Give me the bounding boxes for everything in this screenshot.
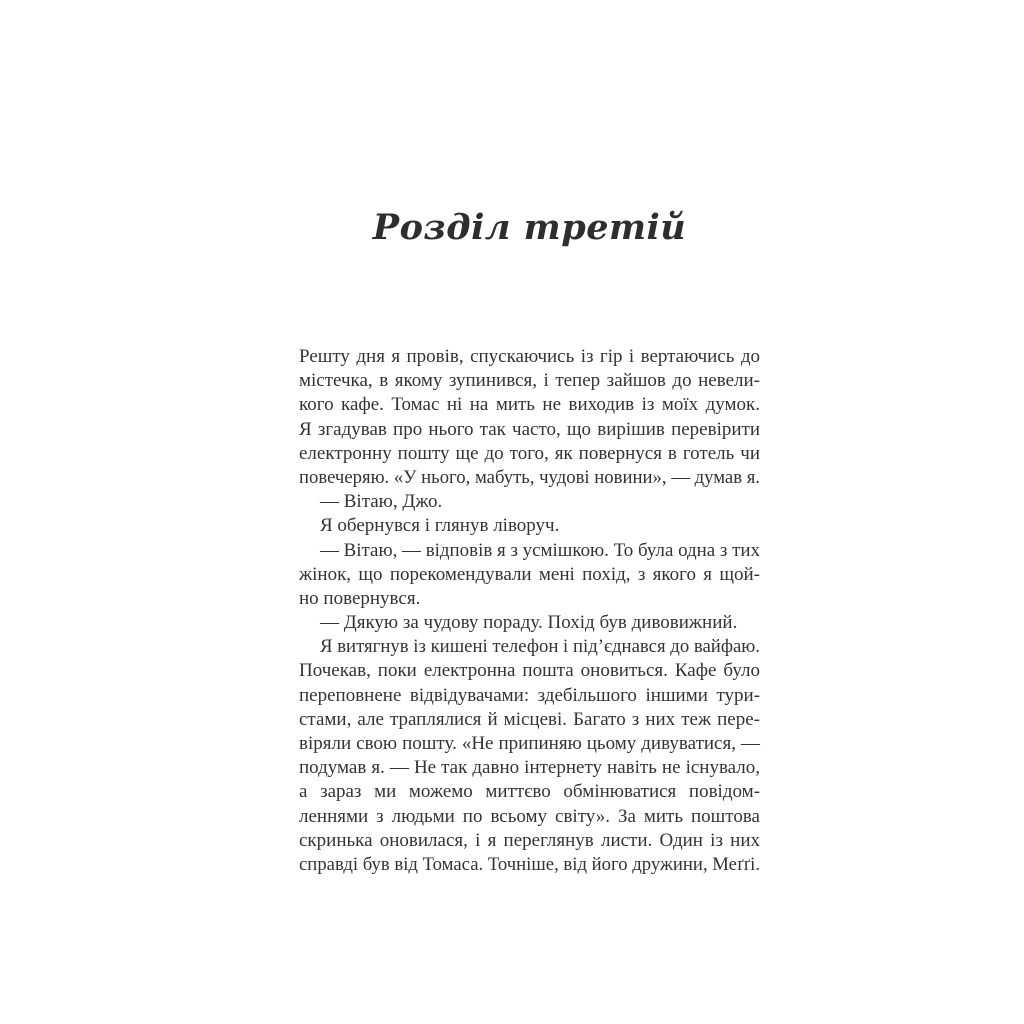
text-line [299, 659, 760, 683]
text-line-content: леннями з людьми по всьому світу». За мить поштова [299, 805, 760, 827]
text-line [299, 732, 760, 756]
text-line [299, 514, 760, 538]
text-line [299, 490, 760, 514]
text-line-content: а зараз ми можемо миттєво обмінюватися повідом- [299, 781, 760, 803]
text-line-content: електронну пошту ще до того, як повернуся в готель чи [299, 442, 760, 464]
paragraph [299, 514, 760, 538]
text-line-content: містечка, в якому зупинився, і тепер зайшов до невели- [299, 370, 760, 392]
text-line [299, 829, 760, 853]
text-line [299, 393, 760, 417]
text-line [299, 442, 760, 466]
text-line [299, 805, 760, 829]
text-line-content: скринька оновилася, і я переглянув листи. Один із них [299, 829, 760, 851]
text-line [299, 853, 760, 877]
chapter-title: Розділ третій [372, 207, 687, 248]
text-line-content: віряли свою пошту. «Не припиняю цьому дивуватися, — [299, 733, 760, 754]
text-line [299, 684, 760, 708]
text-line [299, 708, 760, 732]
paragraph [299, 611, 760, 635]
text-line [299, 418, 760, 442]
text-line [299, 780, 760, 804]
text-line-content: переповнене відвідувачами: здебільшого іншими тури- [299, 684, 760, 706]
text-line-content: Я витягнув із кишені телефон і під’єднався до вайфаю. [320, 636, 760, 658]
text-line-content: но повернувся. [299, 587, 421, 609]
text-line [299, 587, 760, 611]
text-block [299, 345, 760, 877]
text-line-content: Я згадував про нього так часто, що вирішив перевірити [299, 418, 760, 440]
text-line [299, 345, 760, 369]
text-line [299, 466, 760, 490]
text-line-content: справді був від Томаса. Точніше, від його дружини, Меґґі. [299, 853, 760, 875]
text-line-content: повечеряю. «У нього, мабуть, чудові новини», — думав я. [299, 466, 760, 488]
paragraph [299, 490, 760, 514]
text-line-content: кого кафе. Томас ні на мить не виходив із моїх думок. [299, 394, 760, 416]
text-line-content: подумав я. — Не так давно інтернету навіть не існувало, [299, 757, 760, 779]
text-line-content: стами, але траплялися й місцеві. Багато з них теж пере- [299, 708, 760, 730]
text-line [299, 369, 760, 393]
text-line [299, 611, 760, 635]
text-line [299, 756, 760, 780]
paragraph [299, 539, 760, 612]
text-line-content: Я обернувся і глянув ліворуч. [320, 515, 560, 537]
paragraph [299, 635, 760, 877]
text-line [299, 635, 760, 659]
text-line [299, 539, 760, 563]
text-line-content: — Вітаю, — відповів я з усмішкою. То була одна з тих [320, 539, 760, 561]
text-line [299, 563, 760, 587]
text-line-content: — Вітаю, Джо. [320, 491, 443, 513]
text-line-content: — Дякую за чудову пораду. Похід був дивовижний. [320, 612, 738, 634]
text-line-content: жінок, що порекомендували мені похід, з якого я щой- [299, 563, 760, 585]
text-line-content: Решту дня я провів, спускаючись із гір і вертаючись до [299, 346, 760, 367]
paragraph [299, 345, 760, 490]
text-line-content: Почекав, поки електронна пошта оновиться. Кафе було [299, 660, 760, 682]
